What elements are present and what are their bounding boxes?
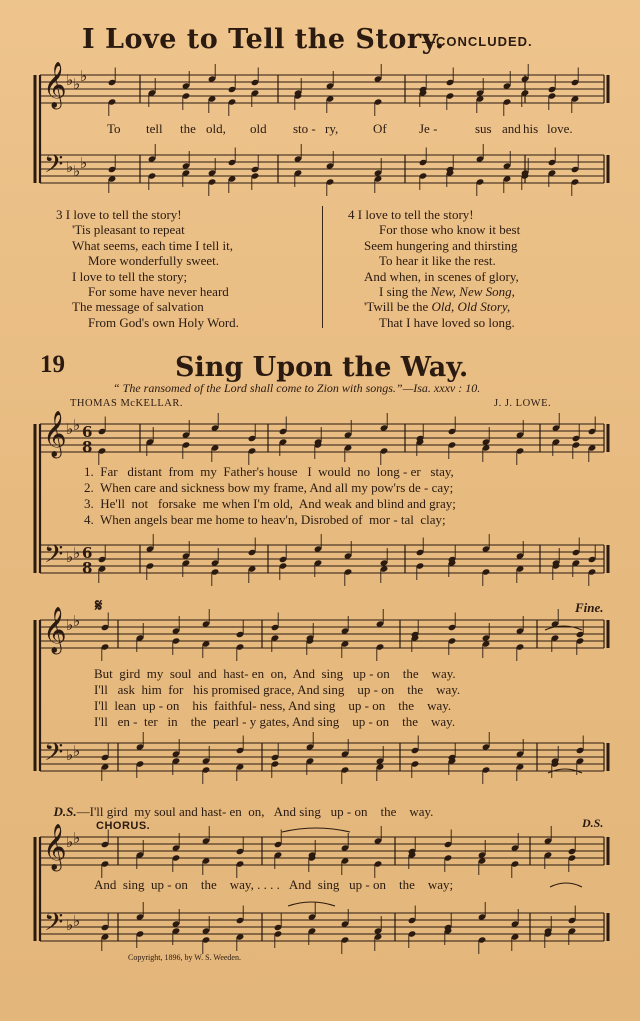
treble-clef: 𝄞 — [43, 824, 67, 870]
copyright: Copyright, 1896, by W. S. Weeden. — [128, 953, 241, 962]
flat-sign: ♭ — [66, 746, 74, 764]
verse-text: I sing the — [379, 284, 431, 300]
flat-sign: ♭ — [66, 916, 74, 934]
segno-sign: 𝄋 — [95, 596, 103, 615]
ds-marker: D.S. — [582, 816, 604, 830]
lyric-word: ry, — [325, 121, 339, 136]
lyric-word: his — [523, 121, 539, 136]
verse-line — [348, 299, 520, 314]
verse-line: I'll ask him for his promised grace, And sing up - on the way. — [94, 682, 461, 697]
lyric-word: old — [250, 121, 267, 136]
time-signature: 6 — [82, 544, 93, 562]
verse-4 — [348, 207, 520, 330]
verse-divider — [322, 206, 323, 328]
lyric-word: tell — [146, 121, 163, 136]
verse-line: That I have loved so long. — [379, 314, 515, 330]
verse-line: To hear it like the rest. — [379, 253, 496, 269]
verse-number: 3 — [56, 207, 63, 222]
ds-line — [47, 788, 433, 820]
bass-clef: 𝄢 — [44, 738, 64, 773]
lyric-word: sto - — [293, 121, 316, 136]
verse-line: I'll lean up - on his faithful- ness, And sing up - on the way. — [94, 698, 452, 713]
verse-line: And when, in scenes of glory, — [364, 268, 519, 284]
flat-sign: ♭ — [73, 162, 81, 180]
slur — [550, 883, 582, 887]
verse-line — [348, 284, 520, 299]
lyric-word: sus — [475, 121, 492, 136]
verse-line: 'Tis pleasant to repeat — [72, 222, 185, 238]
verse-line: I love to tell the story; — [72, 268, 188, 284]
lyric-word: the — [180, 121, 196, 136]
bass-clef: 𝄢 — [44, 150, 64, 185]
flat-sign: ♭ — [66, 71, 74, 89]
flat-sign: ♭ — [80, 67, 88, 85]
epigraph: “ The ransomed of the Lord shall come to Zion with songs.”—Isa. xxxv : 10. — [113, 381, 481, 395]
chorus-lyric: And sing up - on the way, . . . . And sing up - on the way; — [94, 877, 454, 892]
concluded-label: —CONCLUDED. — [422, 34, 533, 49]
composer: J. J. LOWE. — [494, 398, 552, 409]
flat-sign: ♭ — [73, 75, 81, 93]
hymn-title: I Love to Tell the Story. — [82, 24, 445, 55]
verse-number: 4 — [348, 207, 355, 222]
time-signature: 6 — [82, 423, 93, 441]
verse-line: I love to tell the story! — [357, 207, 474, 222]
flat-sign: ♭ — [66, 548, 74, 566]
verse-line: I'll en - ter in the pearl - y gates, And sing up - on the way. — [94, 714, 456, 729]
treble-clef: 𝄞 — [43, 62, 67, 108]
verse-line: The message of salvation — [72, 299, 204, 315]
verse-italic: New, New Song, — [430, 284, 515, 300]
verse-line: What seems, each time I tell it, — [72, 237, 233, 253]
flat-sign: ♭ — [80, 154, 88, 172]
lyric-word: Je - — [419, 121, 438, 136]
verse-line: 1. Far distant from my Father's house I would no long - er stay, — [84, 464, 454, 479]
verse-line: More wonderfully sweet. — [88, 253, 220, 269]
verse-3 — [56, 207, 239, 330]
verse-text: 'Twill be the — [364, 299, 432, 315]
flat-sign: ♭ — [73, 612, 81, 630]
bass-clef: 𝄢 — [44, 540, 64, 575]
flat-sign: ♭ — [66, 833, 74, 851]
verse-italic: Old, Old Story, — [431, 299, 511, 315]
flat-sign: ♭ — [66, 158, 74, 176]
slur — [282, 828, 350, 832]
time-signature: 8 — [82, 559, 93, 577]
verse-line: For those who know it best — [379, 222, 521, 238]
lyric-word: and — [502, 121, 521, 136]
lyric-word: love. — [547, 121, 573, 136]
verse-line: 3. He'll not forsake me when I'm old, And weak and blind and gray; — [84, 496, 456, 511]
verse-line: From God's own Holy Word. — [88, 314, 239, 330]
flat-sign: ♭ — [66, 420, 74, 438]
verse-line: But gird my soul and hast- en on, And sing up - on the way. — [94, 666, 456, 681]
flat-sign: ♭ — [73, 742, 81, 760]
verse-line: 2. When care and sickness bow my frame, And all my pow'rs de - cay; — [84, 480, 454, 495]
lyric-word: Of — [373, 121, 387, 136]
verse-line: I love to tell the story! — [65, 207, 182, 222]
verse-line: For some have never heard — [88, 284, 229, 300]
ds-lyric: —I'll gird my soul and hast- en on, And sing up - on the way. — [76, 804, 434, 819]
verse-line: Seem hungering and thirsting — [364, 237, 518, 253]
treble-clef: 𝄞 — [43, 411, 67, 457]
flat-sign: ♭ — [73, 544, 81, 562]
flat-sign: ♭ — [66, 616, 74, 634]
slur — [288, 902, 335, 906]
fine-label: Fine. — [575, 600, 604, 615]
lyric-word: old, — [206, 121, 226, 136]
ds-label: D.S. — [53, 804, 77, 819]
chorus-label: CHORUS. — [96, 820, 151, 832]
flat-sign: ♭ — [73, 912, 81, 930]
time-signature: 8 — [82, 438, 93, 456]
bass-clef: 𝄢 — [44, 908, 64, 943]
verse-line: 4. When angels bear me home to heav'n, Disrobed of mor - tal clay; — [84, 512, 446, 527]
hymn-number: 19 — [40, 351, 65, 378]
flat-sign: ♭ — [73, 829, 81, 847]
hymn-title: Sing Upon the Way. — [175, 352, 469, 383]
treble-clef: 𝄞 — [43, 607, 67, 653]
lyric-word: To — [107, 121, 121, 136]
flat-sign: ♭ — [73, 416, 81, 434]
author: THOMAS McKELLAR. — [70, 398, 183, 409]
